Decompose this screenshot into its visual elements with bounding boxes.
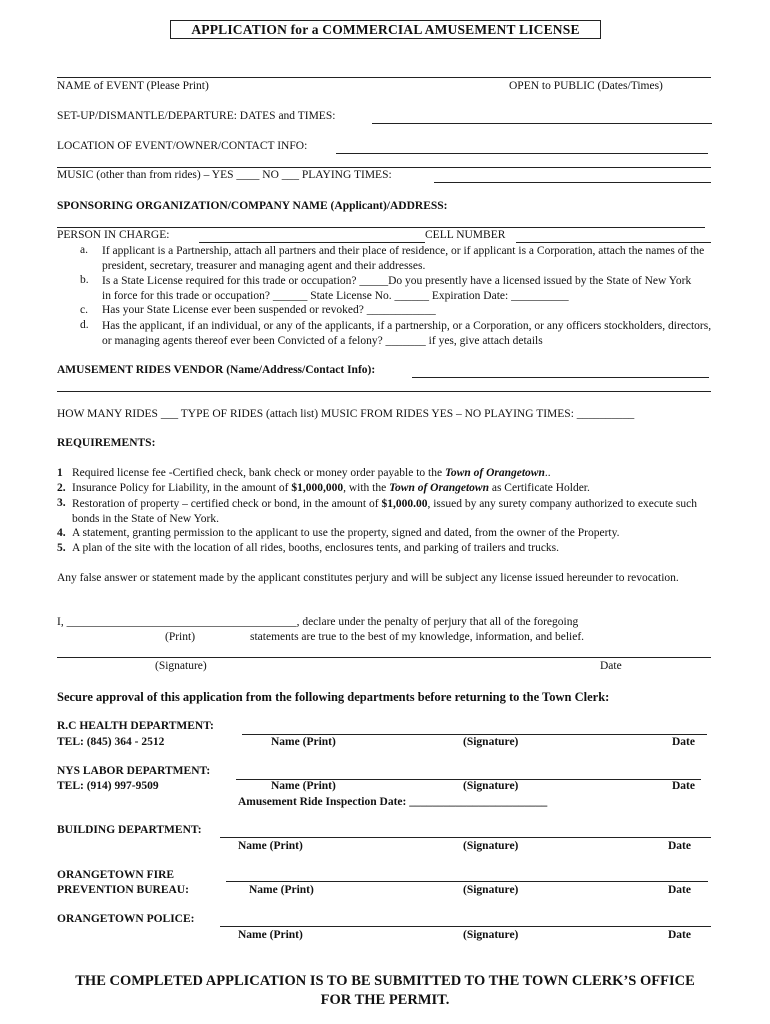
labor-name-print: Name (Print) <box>271 780 336 792</box>
fire-name-print: Name (Print) <box>249 884 314 896</box>
music-label: MUSIC (other than from rides) – YES ____ NO ___ PLAYING TIMES: <box>57 169 392 181</box>
form-title: APPLICATION for a COMMERCIAL AMUSEMENT LICENSE <box>170 20 601 39</box>
fire-dept-label: ORANGETOWN FIRE <box>57 869 175 881</box>
item-b-text: Is a State License required for this trade or occupation? _____Do you presently have a licensed issued by the State of New York in force for this trade or occupation? ______ State License No. ______ Expiration Date: __________ <box>102 275 692 302</box>
building-name-print: Name (Print) <box>238 840 303 852</box>
vendor-heading: AMUSEMENT RIDES VENDOR (Name/Address/Contact Info): <box>57 364 376 376</box>
vendor-line[interactable] <box>412 377 709 378</box>
req-1-num: 1 <box>57 467 63 479</box>
labor-dept-tel: TEL: (914) 997-9509 <box>57 780 159 792</box>
person-in-charge-line[interactable] <box>199 242 425 243</box>
sponsor-heading: SPONSORING ORGANIZATION/COMPANY NAME (Applicant)/ADDRESS: <box>57 200 448 212</box>
police-name-print: Name (Print) <box>238 929 303 941</box>
signature-date-label: Date <box>600 660 622 672</box>
req-4-num: 4. <box>57 527 66 539</box>
health-name-print: Name (Print) <box>271 736 336 748</box>
town-name: Town of Orangetown <box>444 467 545 479</box>
building-date: Date <box>668 840 691 852</box>
vendor-line-2[interactable] <box>57 391 711 392</box>
music-playing-times-line[interactable] <box>434 182 711 183</box>
labor-date: Date <box>672 780 695 792</box>
labor-dept-label: NYS LABOR DEPARTMENT: <box>57 765 211 777</box>
declaration-line: I, ________________________________________, declare under the penalty of perjury that all of the foregoing <box>57 616 579 628</box>
declaration-print-label: (Print) <box>165 631 196 643</box>
event-name-line[interactable] <box>57 77 711 78</box>
inspection-date-label: Amusement Ride Inspection Date: ________________________ <box>238 796 548 808</box>
item-c-text: Has your State License ever been suspended or revoked? ____________ <box>102 304 436 316</box>
police-date: Date <box>668 929 691 941</box>
req-2-text: Insurance Policy for Liability, in the amount of $1,000,000, with the Town of Orangetown as Certificate Holder. <box>72 482 590 494</box>
police-signature: (Signature) <box>463 929 519 941</box>
cell-number-line[interactable] <box>516 242 711 243</box>
fire-date: Date <box>668 884 691 896</box>
req-2-num: 2. <box>57 482 66 494</box>
rides-line: HOW MANY RIDES ___ TYPE OF RIDES (attach list) MUSIC FROM RIDES YES – NO PLAYING TIMES: __________ <box>57 408 635 420</box>
location-line[interactable] <box>336 153 708 154</box>
health-signature: (Signature) <box>463 736 519 748</box>
fire-dept-label-2: PREVENTION BUREAU: <box>57 884 189 896</box>
req-3-text: Restoration of property – certified check or bond, in the amount of $1,000.00, issued by any surety company authorized to execute such bonds in the State of New York. <box>72 498 697 525</box>
town-name: Town of Orangetown <box>389 482 489 494</box>
cell-number-label: CELL NUMBER <box>425 229 506 241</box>
req-5-text: A plan of the site with the location of all rides, booths, enclosures tents, and parking of trailers and trucks. <box>72 542 560 554</box>
sponsor-line[interactable] <box>57 227 705 228</box>
item-b-marker: b. <box>80 274 89 286</box>
setup-label: SET-UP/DISMANTLE/DEPARTURE: DATES and TIMES: <box>57 110 336 122</box>
fire-signature: (Signature) <box>463 884 519 896</box>
req-1-text: Required license fee -Certified check, bank check or money order payable to the Town of Orangetown.. <box>72 467 551 479</box>
setup-line[interactable] <box>372 123 712 124</box>
req-5-num: 5. <box>57 542 66 554</box>
police-dept-line[interactable] <box>220 926 711 927</box>
approval-heading: Secure approval of this application from the following departments before returning to the Town Clerk: <box>57 690 610 704</box>
health-dept-tel: TEL: (845) 364 - 2512 <box>57 736 165 748</box>
health-dept-label: R.C HEALTH DEPARTMENT: <box>57 720 214 732</box>
location-line-2[interactable] <box>57 167 711 168</box>
req-3-num: 3. <box>57 497 66 509</box>
item-a-marker: a. <box>80 244 88 256</box>
open-to-public-label: OPEN to PUBLIC (Dates/Times) <box>509 80 663 92</box>
signature-line[interactable] <box>57 657 711 658</box>
health-dept-line[interactable] <box>242 734 707 735</box>
building-signature: (Signature) <box>463 840 519 852</box>
item-a-text: If applicant is a Partnership, attach all partners and their place of residence, or if applicant is a Corporation, attach the names of the president, secretary, treasurer and managing agent and their addresses. <box>102 245 705 272</box>
footer-line-2: FOR THE PERMIT. <box>320 992 450 1008</box>
fire-dept-line[interactable] <box>226 881 708 882</box>
building-dept-line[interactable] <box>220 837 711 838</box>
item-d-marker: d. <box>80 319 89 331</box>
person-in-charge-label: PERSON IN CHARGE: <box>57 229 170 241</box>
labor-signature: (Signature) <box>463 780 519 792</box>
req-4-text: A statement, granting permission to the applicant to use the property, signed and dated, from the owner of the Property. <box>72 527 620 539</box>
building-dept-label: BUILDING DEPARTMENT: <box>57 824 202 836</box>
declaration-statement: statements are true to the best of my knowledge, information, and belief. <box>250 631 585 643</box>
police-dept-label: ORANGETOWN POLICE: <box>57 913 195 925</box>
event-name-label: NAME of EVENT (Please Print) <box>57 80 209 92</box>
location-label: LOCATION OF EVENT/OWNER/CONTACT INFO: <box>57 140 308 152</box>
signature-label: (Signature) <box>155 660 207 672</box>
item-d-text: Has the applicant, if an individual, or any of the applicants, if a partnership, or a Corporation, or any officers stockholders, directors, or managing agents thereof ever been Convicted of a felony? _______ if yes, give attach details <box>102 320 712 347</box>
health-date: Date <box>672 736 695 748</box>
perjury-text: Any false answer or statement made by the applicant constitutes perjury and will be subject any license issued hereunder to revocation. <box>57 572 679 584</box>
requirements-heading: REQUIREMENTS: <box>57 437 156 449</box>
footer-line-1: THE COMPLETED APPLICATION IS TO BE SUBMITTED TO THE TOWN CLERK’S OFFICE <box>75 973 695 989</box>
item-c-marker: c. <box>80 304 88 316</box>
